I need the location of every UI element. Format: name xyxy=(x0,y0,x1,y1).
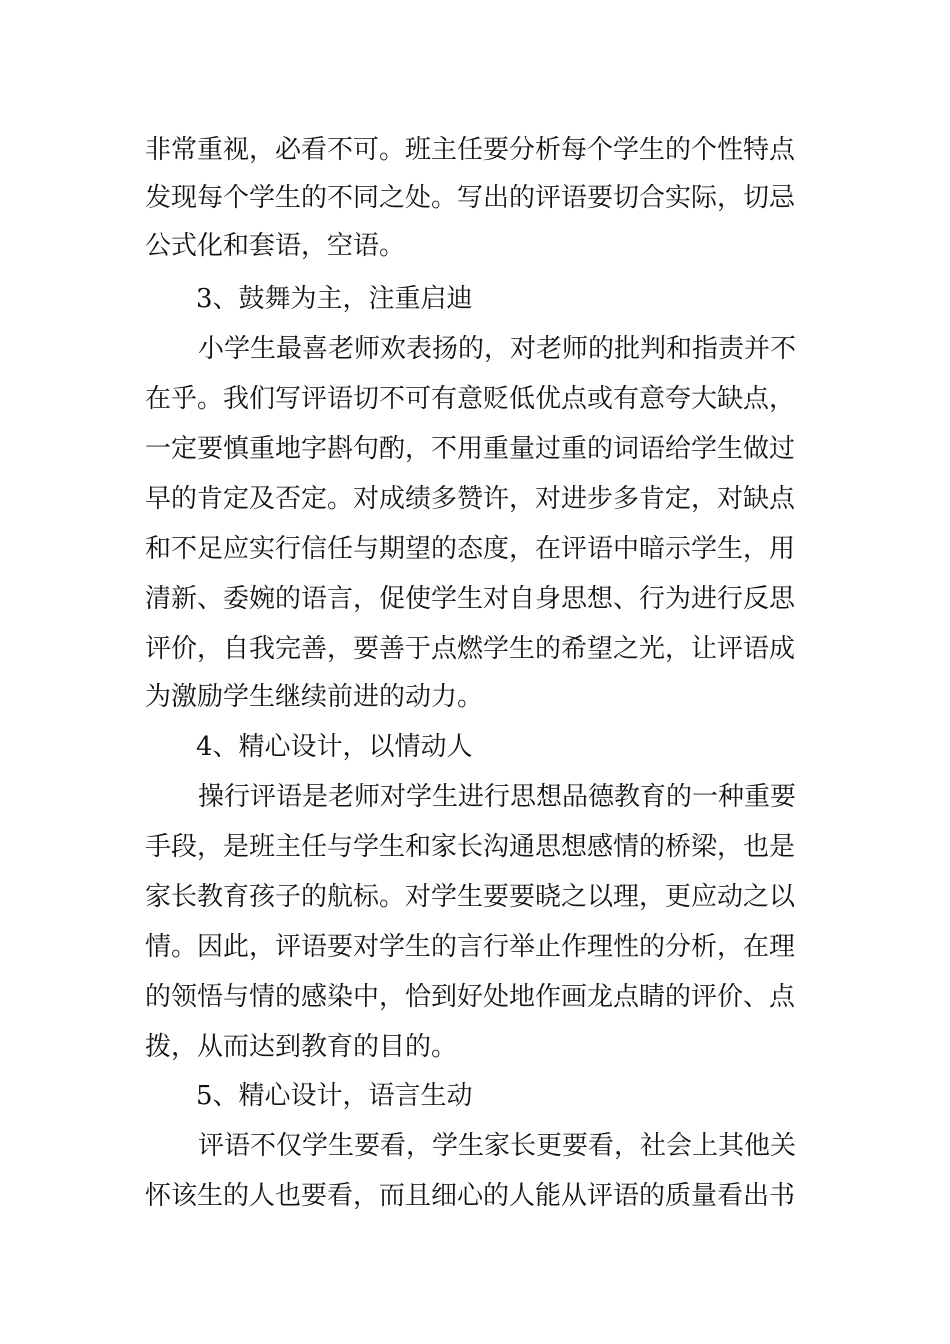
section-heading-4: 4、精心设计，以情动人 xyxy=(196,732,473,762)
body-text-line: 情。因此，评语要对学生的言行举止作理性的分析，在理 xyxy=(145,932,796,962)
body-text-line: 拨，从而达到教育的目的。 xyxy=(145,1032,458,1062)
section-heading-3: 3、鼓舞为主，注重启迪 xyxy=(196,284,473,314)
body-text-line: 公式化和套语，空语。 xyxy=(145,231,406,261)
body-text-line: 一定要慎重地字斟句酌，不用重量过重的词语给学生做过 xyxy=(145,434,796,464)
body-text-line: 家长教育孩子的航标。对学生要要晓之以理，更应动之以 xyxy=(145,882,796,912)
body-text-line: 和不足应实行信任与期望的态度，在评语中暗示学生，用 xyxy=(145,534,796,564)
body-text-line: 评价，自我完善，要善于点燃学生的希望之光，让评语成 xyxy=(145,634,796,664)
body-text-line: 怀该生的人也要看，而且细心的人能从评语的质量看出书 xyxy=(145,1181,796,1211)
paragraph-first-line: 评语不仅学生要看，学生家长更要看，社会上其他关 xyxy=(198,1131,797,1161)
section-heading-5: 5、精心设计，语言生动 xyxy=(196,1081,473,1111)
body-text-line: 在乎。我们写评语切不可有意贬低优点或有意夸大缺点， xyxy=(145,384,796,414)
paragraph-first-line: 小学生最喜老师欢表扬的，对老师的批判和指责并不 xyxy=(198,334,797,364)
body-text-line: 清新、委婉的语言，促使学生对自身思想、行为进行反思 xyxy=(145,584,796,614)
body-text-line: 为激励学生继续前进的动力。 xyxy=(145,682,484,712)
body-text-line: 非常重视，必看不可。班主任要分析每个学生的个性特点 xyxy=(145,135,796,165)
paragraph-first-line: 操行评语是老师对学生进行思想品德教育的一种重要 xyxy=(198,782,797,812)
body-text-line: 早的肯定及否定。对成绩多赞许，对进步多肯定，对缺点 xyxy=(145,484,796,514)
body-text-line: 手段，是班主任与学生和家长沟通思想感情的桥梁，也是 xyxy=(145,832,796,862)
body-text-line: 发现每个学生的不同之处。写出的评语要切合实际，切忌 xyxy=(145,183,796,213)
body-text-line: 的领悟与情的感染中，恰到好处地作画龙点睛的评价、点 xyxy=(145,982,796,1012)
